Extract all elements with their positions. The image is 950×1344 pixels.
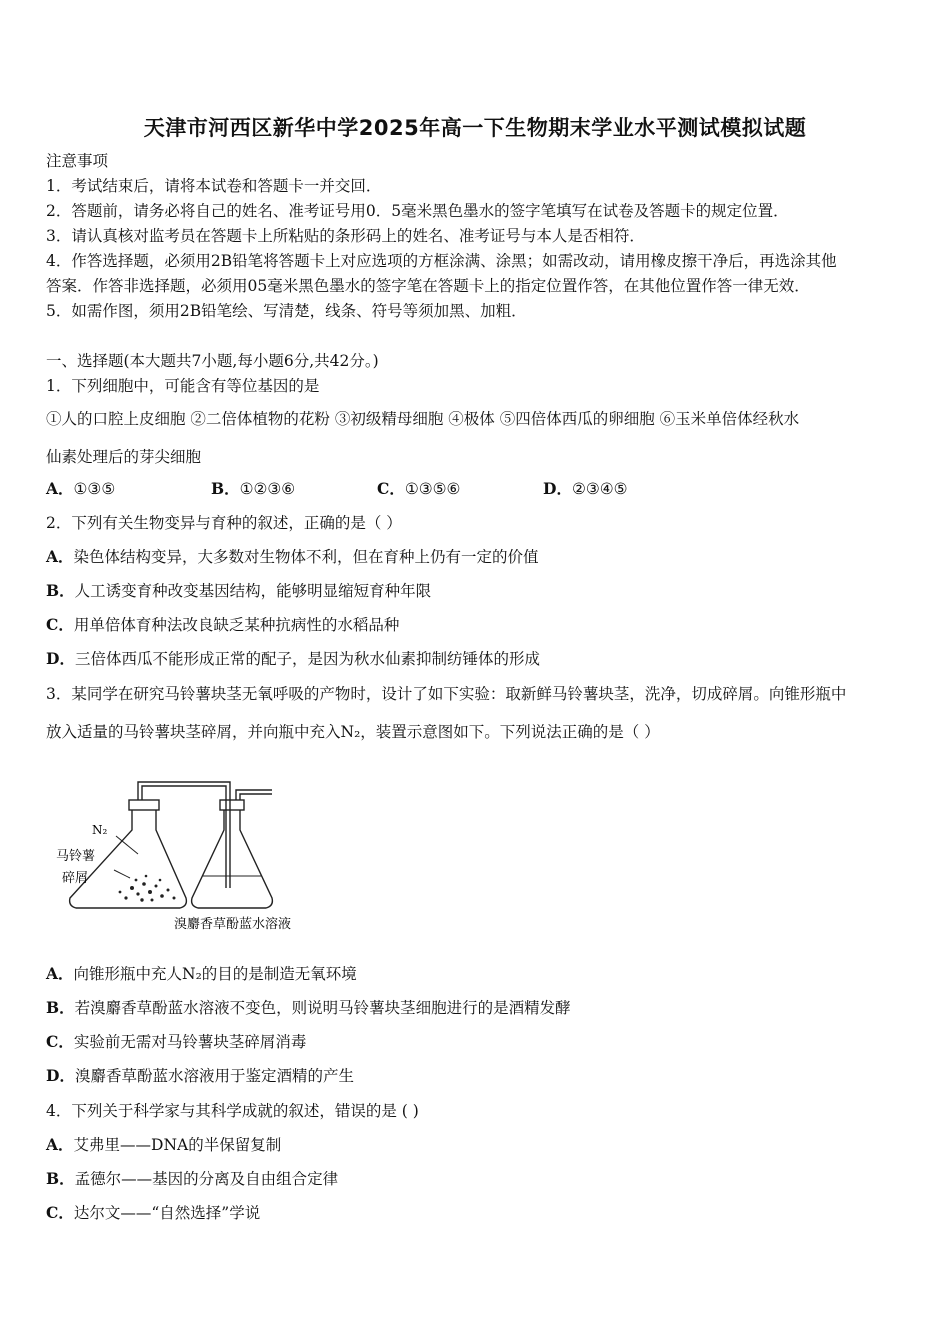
- notice-item: 4．作答选择题，必须用2B铅笔将答题卡上对应选项的方框涂满、涂黑；如需改动，请用橡皮擦干净后，再选涂其他: [46, 252, 837, 270]
- question-1-stem: 1．下列细胞中，可能含有等位基因的是: [46, 377, 320, 395]
- question-1-options: [46, 478, 906, 500]
- option-d: D．三倍体西瓜不能形成正常的配子，是因为秋水仙素抑制纺锤体的形成: [46, 649, 540, 668]
- experiment-apparatus-figure: [52, 770, 332, 935]
- notice-item: 3．请认真核对监考员在答题卡上所粘贴的条形码上的姓名、准考证号与本人是否相符．: [46, 227, 645, 245]
- figure-label-debris: 碎屑: [62, 871, 89, 886]
- question-2-stem: 2．下列有关生物变异与育种的叙述，正确的是（ ）: [46, 514, 402, 532]
- question-3-stem-cont: 放入适量的马铃薯块茎碎屑，并向瓶中充入N₂，装置示意图如下。下列说法正确的是（ ）: [46, 723, 660, 741]
- question-1-choices-cont: 仙素处理后的芽尖细胞: [46, 448, 202, 466]
- figure-label-potato: 马铃薯: [56, 849, 96, 864]
- notice-item: 答案．作答非选择题，必须用05毫米黑色墨水的签字笔在答题卡上的指定位置作答，在其他位置作答一律无效．: [46, 277, 810, 295]
- notice-heading: 注意事项: [46, 152, 109, 170]
- option-c: C．①③⑤⑥: [377, 479, 461, 498]
- option-c: C．用单倍体育种法改良缺乏某种抗病性的水稻品种: [46, 615, 400, 634]
- option-b: B．人工诱变育种改变基因结构，能够明显缩短育种年限: [46, 581, 432, 600]
- page-title: 天津市河西区新华中学2025年高一下生物期末学业水平测试模拟试题: [143, 116, 807, 140]
- option-d: D．溴麝香草酚蓝水溶液用于鉴定酒精的产生: [46, 1066, 354, 1085]
- notice-item: 2．答题前，请务必将自己的姓名、准考证号用0．5毫米黑色墨水的签字笔填写在试卷及答题卡的规定位置．: [46, 202, 789, 220]
- option-c: C．达尔文——“自然选择”学说: [46, 1203, 261, 1222]
- question-4-stem: 4．下列关于科学家与其科学成就的叙述，错误的是 ( ): [46, 1102, 419, 1120]
- option-b: B．①②③⑥: [211, 479, 296, 498]
- figure-label-solution: 溴麝香草酚蓝水溶液: [174, 917, 292, 932]
- option-a: A．艾弗里——DNA的半保留复制: [46, 1135, 282, 1154]
- option-c: C．实验前无需对马铃薯块茎碎屑消毒: [46, 1032, 307, 1051]
- option-d: D．②③④⑤: [543, 479, 628, 498]
- option-b: B．孟德尔——基因的分离及自由组合定律: [46, 1169, 339, 1188]
- notice-item: 1．考试结束后，请将本试卷和答题卡一并交回．: [46, 177, 382, 195]
- question-3-stem: 3．某同学在研究马铃薯块茎无氧呼吸的产物时，设计了如下实验：取新鲜马铃薯块茎，洗净，切成碎屑。向锥形瓶中: [46, 685, 847, 703]
- section-heading: 一、选择题(本大题共7小题,每小题6分,共42分。): [46, 352, 379, 370]
- option-a: A．染色体结构变异，大多数对生物体不利，但在育种上仍有一定的价值: [46, 547, 539, 566]
- notice-item: 5．如需作图，须用2B铅笔绘、写清楚，线条、符号等须加黑、加粗．: [46, 302, 527, 320]
- question-1-choices: ①人的口腔上皮细胞 ②二倍体植物的花粉 ③初级精母细胞 ④极体 ⑤四倍体西瓜的卵细胞 ⑥玉米单倍体经秋水: [46, 410, 800, 428]
- option-a: A．①③⑤: [46, 479, 116, 498]
- figure-label-n2: N₂: [92, 823, 108, 837]
- option-a: A．向锥形瓶中充人N₂的目的是制造无氧环境: [46, 964, 357, 983]
- option-b: B．若溴麝香草酚蓝水溶液不变色，则说明马铃薯块茎细胞进行的是酒精发酵: [46, 998, 571, 1017]
